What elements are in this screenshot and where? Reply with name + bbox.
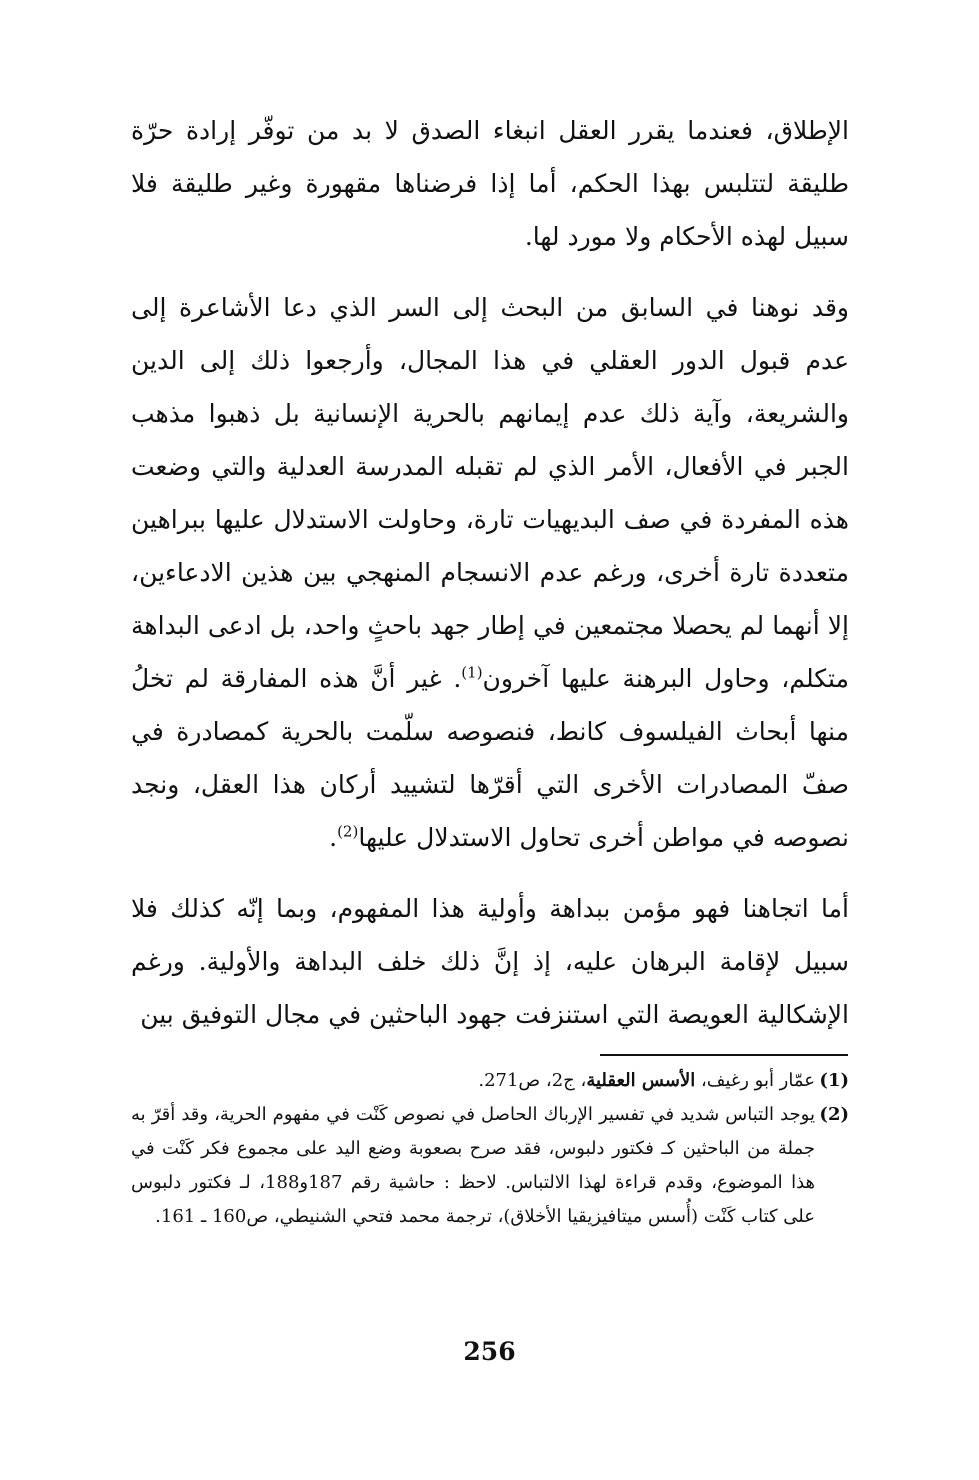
paragraph-2-part-3: . xyxy=(329,823,338,852)
footnote-separator xyxy=(600,1054,848,1056)
main-text xyxy=(131,104,849,1041)
footnotes xyxy=(131,1064,849,1234)
page-number: 256 xyxy=(463,1337,516,1366)
paragraph-1: الإطلاق، فعندما يقرر العقل انبغاء الصدق لا بد من توفّر إرادة حرّة طليقة لتتلبس بهذا الحكم، أما إذا فرضناها مقهورة وغير طليقة فلا سبيل لهذه الأحكام ولا مورد لها. xyxy=(131,116,849,251)
footnote-text xyxy=(131,1064,815,1098)
footnote-book-title: الأسس العقلية xyxy=(586,1070,696,1091)
footnote-author: عمّار أبو رغيف، xyxy=(695,1070,815,1091)
paragraph-3: أما اتجاهنا فهو مؤمن ببداهة وأولية هذا المفهوم، وبما إنّه كذلك فلا سبيل لإقامة البرهان عليه، إذ إنَّ ذلك خلف البداهة والأولية. ورغم الإشكالية العويصة التي استنزفت جهود الباحثين في مجال التوفيق بين xyxy=(131,894,849,1029)
footnote-reference-2: (2) xyxy=(337,822,359,841)
footnote-2 xyxy=(131,1098,849,1234)
paragraph-2 xyxy=(131,281,849,864)
paragraph-2-part-2: . غير أنَّ هذه المفارقة لم تخلُ منها أبحاث الفيلسوف كانط، فنصوصه سلّمت بالحرية كمصادرة في صفّ المصادرات الأخرى التي أقرّها لتشييد أركان هذا العقل، ونجد نصوصه في مواطن أخرى تحاول الاستدلال عليها xyxy=(131,664,849,852)
footnote-number: (1) xyxy=(819,1070,849,1091)
paragraph-2-part-1: وقد نوهنا في السابق من البحث إلى السر الذي دعا الأشاعرة إلى عدم قبول الدور العقلي في هذا المجال، وأرجعوا ذلك إلى الدين والشريعة، وآية ذلك عدم إيمانهم بالحرية الإنسانية بل ذهبوا مذهب الجبر في الأفعال، الأمر الذي لم تقبله المدرسة العدلية والتي وضعت هذه المفردة في صف البديهيات تارة، وحاولت الاستدلال عليها ببراهين متعددة تارة أخرى، ورغم عدم الانسجام المنهجي بين هذين الادعاءين، إلا أنهما لم يحصلا مجتمعين في إطار جهد باحثٍ واحد، بل ادعى البداهة متكلم، وحاول البرهنة عليها آخرون xyxy=(131,293,849,693)
footnote-text: يوجد التباس شديد في تفسير الإرباك الحاصل في نصوص كَنْت في مفهوم الحرية، وقد أقرّ به جملة من الباحثين كـ فكتور دلبوس، فقد صرح بصعوبة وضع اليد على مجموع فكر كَنْت في هذا الموضوع، وقدم قراءة لهذا الالتباس. لاحظ : حاشية رقم 187و188، لـ فكتور دلبوس على كتاب كَنْت (أُسس ميتافيزيقيا الأخلاق)، ترجمة محمد فتحي الشنيطي، ص160 ـ 161. xyxy=(131,1104,816,1227)
footnote-1 xyxy=(131,1064,849,1098)
footnote-number: (2) xyxy=(819,1104,849,1125)
footnote-reference-1: (1) xyxy=(461,663,483,682)
footnote-reference-detail: ، ج2، ص271. xyxy=(478,1070,587,1091)
